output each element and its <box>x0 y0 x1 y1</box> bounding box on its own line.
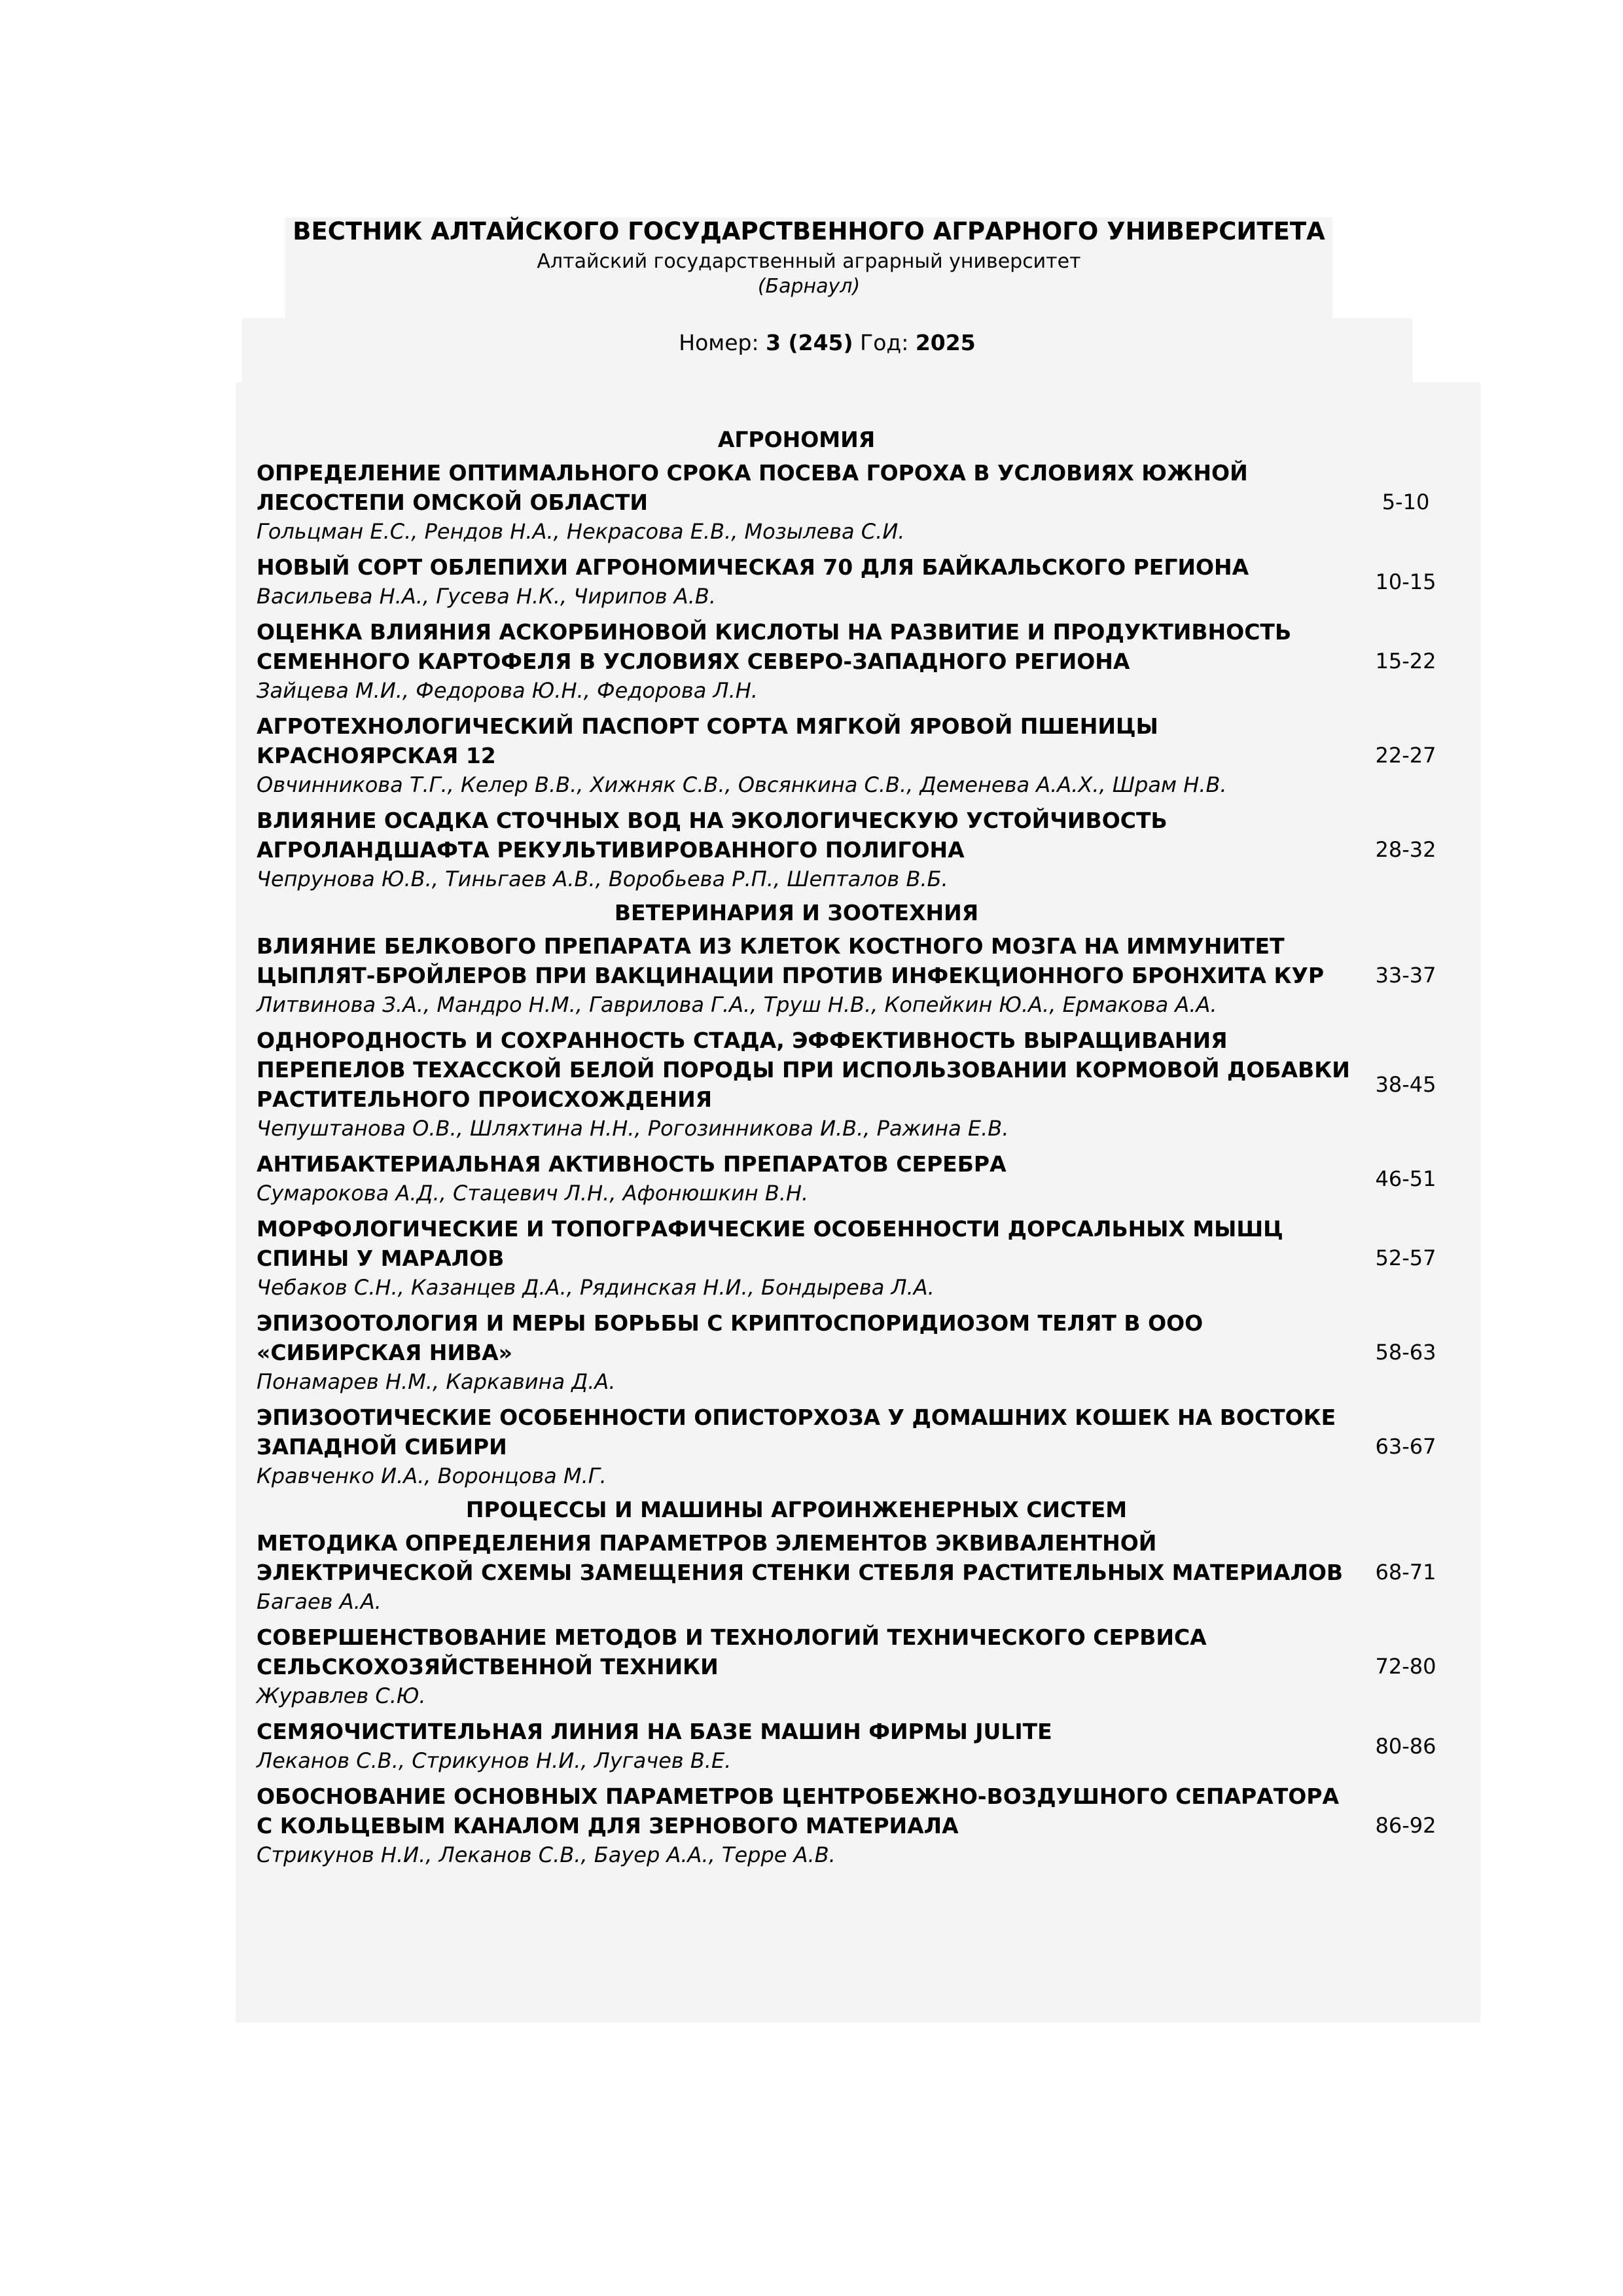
article-entry[interactable] <box>257 806 1454 893</box>
article-text <box>257 711 1357 799</box>
article-pages: 33-37 <box>1375 963 1436 988</box>
article-text <box>257 1782 1357 1869</box>
article-title[interactable]: МЕТОДИКА ОПРЕДЕЛЕНИЯ ПАРАМЕТРОВ ЭЛЕМЕНТОВ ЭКВИВАЛЕНТНОЙ ЭЛЕКТРИЧЕСКОЙ СХЕМЫ ЗАМЕЩЕНИЯ СТЕНКИ СТЕБЛЯ РАСТИТЕЛЬНЫХ МАТЕРИАЛОВ <box>257 1530 1344 1585</box>
article-text <box>257 458 1357 546</box>
article-authors: Овчинникова Т.Г., Келер В.В., Хижняк С.В., Овсянкина С.В., Деменева А.А.Х., Шрам Н.В. <box>257 772 1227 797</box>
article-authors: Гольцман Е.С., Рендов Н.А., Некрасова Е.В., Мозылева С.И. <box>257 519 905 544</box>
article-title[interactable]: АГРОТЕХНОЛОГИЧЕСКИЙ ПАСПОРТ СОРТА МЯГКОЙ ЯРОВОЙ ПШЕНИЦЫ КРАСНОЯРСКАЯ 12 <box>257 713 1158 768</box>
article-pages: 80-86 <box>1375 1733 1436 1759</box>
article-entry[interactable] <box>257 1623 1454 1710</box>
article-title[interactable]: СЕМЯОЧИСТИТЕЛЬНАЯ ЛИНИЯ НА БАЗЕ МАШИН ФИРМЫ JULITE <box>257 1719 1052 1744</box>
article-text <box>257 617 1357 705</box>
section-title: ПРОЦЕССЫ И МАШИНЫ АГРОИНЖЕНЕРНЫХ СИСТЕМ <box>465 1497 1128 1522</box>
article-title[interactable]: СОВЕРШЕНСТВОВАНИЕ МЕТОДОВ И ТЕХНОЛОГИЙ ТЕХНИЧЕСКОГО СЕРВИСА СЕЛЬСКОХОЗЯЙСТВЕННОЙ ТЕХНИКИ <box>257 1624 1207 1679</box>
journal-title: ВЕСТНИК АЛТАЙСКОГО ГОСУДАРСТВЕННОГО АГРАРНОГО УНИВЕРСИТЕТА <box>293 217 1325 245</box>
article-authors: Чепуштанова О.В., Шляхтина Н.Н., Рогозинникова И.В., Ражина Е.В. <box>257 1116 1009 1141</box>
issue-line <box>242 325 1412 361</box>
article-authors: Понамарев Н.М., Каркавина Д.А. <box>257 1369 616 1394</box>
article-authors: Чебаков С.Н., Казанцев Д.А., Рядинская Н.И., Бондырева Л.А. <box>257 1275 935 1300</box>
article-entry[interactable] <box>257 552 1454 611</box>
article-pages: 68-71 <box>1375 1560 1436 1585</box>
article-authors: Чепрунова Ю.В., Тиньгаев А.В., Воробьева Р.П., Шепталов В.Б. <box>257 867 948 891</box>
article-text <box>257 931 1357 1019</box>
article-entry[interactable] <box>257 1149 1454 1208</box>
article-pages: 22-27 <box>1375 743 1436 768</box>
article-pages: 46-51 <box>1375 1166 1436 1191</box>
article-text <box>257 1528 1357 1616</box>
article-authors: Кравченко И.А., Воронцова М.Г. <box>257 1463 607 1488</box>
article-title[interactable]: НОВЫЙ СОРТ ОБЛЕПИХИ АГРОНОМИЧЕСКАЯ 70 ДЛЯ БАЙКАЛЬСКОГО РЕГИОНА <box>257 554 1249 580</box>
issue-number: 3 (245) <box>766 330 853 355</box>
article-title[interactable]: АНТИБАКТЕРИАЛЬНАЯ АКТИВНОСТЬ ПРЕПАРАТОВ СЕРЕБРА <box>257 1151 1007 1177</box>
article-title[interactable]: ОБОСНОВАНИЕ ОСНОВНЫХ ПАРАМЕТРОВ ЦЕНТРОБЕЖНО-ВОЗДУШНОГО СЕПАРАТОРА С КОЛЬЦЕВЫМ КАНАЛОМ ДЛЯ ЗЕРНОВОГО МАТЕРИАЛА <box>257 1784 1340 1839</box>
article-pages: 15-22 <box>1375 649 1436 673</box>
article-pages: 86-92 <box>1375 1813 1436 1838</box>
year-label: Год: <box>860 330 909 355</box>
article-entry[interactable] <box>257 1026 1454 1143</box>
article-entry[interactable] <box>257 1528 1454 1616</box>
article-text <box>257 1403 1357 1490</box>
article-title[interactable]: ЭПИЗООТОЛОГИЯ И МЕРЫ БОРЬБЫ С КРИПТОСПОРИДИОЗОМ ТЕЛЯТ В ООО «СИБИРСКАЯ НИВА» <box>257 1310 1204 1365</box>
article-title[interactable]: ОДНОРОДНОСТЬ И СОХРАННОСТЬ СТАДА, ЭФФЕКТИВНОСТЬ ВЫРАЩИВАНИЯ ПЕРЕПЕЛОВ ТЕХАССКОЙ БЕЛОЙ ПОРОДЫ ПРИ ИСПОЛЬЗОВАНИИ КОРМОВОЙ ДОБАВКИ РАСТИТЕЛЬНОГО ПРОИСХОЖДЕНИЯ <box>257 1028 1350 1112</box>
article-pages: 63-67 <box>1375 1434 1436 1459</box>
article-entry[interactable] <box>257 1782 1454 1869</box>
article-authors: Леканов С.В., Стрикунов Н.И., Лугачев В.Е. <box>257 1748 732 1773</box>
article-text <box>257 1717 1357 1775</box>
section-title: АГРОНОМИЯ <box>717 427 876 452</box>
article-title[interactable]: ВЛИЯНИЕ БЕЛКОВОГО ПРЕПАРАТА ИЗ КЛЕТОК КОСТНОГО МОЗГА НА ИММУНИТЕТ ЦЫПЛЯТ-БРОЙЛЕРОВ ПРИ ВАКЦИНАЦИИ ПРОТИВ ИНФЕКЦИОННОГО БРОНХИТА КУР <box>257 933 1325 988</box>
article-pages: 28-32 <box>1375 837 1436 862</box>
article-entry[interactable] <box>257 1403 1454 1490</box>
publisher: Алтайский государственный аграрный университет <box>537 250 1081 273</box>
article-authors: Литвинова З.А., Мандро Н.М., Гаврилова Г.А., Труш Н.В., Копейкин Ю.А., Ермакова А.А. <box>257 992 1217 1017</box>
article-authors: Васильева Н.А., Гусева Н.К., Чирипов А.В. <box>257 584 716 609</box>
city: (Барнаул) <box>757 275 861 298</box>
article-title[interactable]: МОРФОЛОГИЧЕСКИЕ И ТОПОГРАФИЧЕСКИЕ ОСОБЕННОСТИ ДОРСАЛЬНЫХ МЫШЦ СПИНЫ У МАРАЛОВ <box>257 1216 1283 1271</box>
article-text <box>257 1149 1357 1208</box>
article-title[interactable]: ОЦЕНКА ВЛИЯНИЯ АСКОРБИНОВОЙ КИСЛОТЫ НА РАЗВИТИЕ И ПРОДУКТИВНОСТЬ СЕМЕННОГО КАРТОФЕЛЯ В УСЛОВИЯХ СЕВЕРО-ЗАПАДНОГО РЕГИОНА <box>257 619 1292 674</box>
article-text <box>257 1308 1357 1396</box>
article-pages: 58-63 <box>1375 1340 1436 1365</box>
article-authors: Стрикунов Н.И., Леканов С.В., Бауер А.А., Терре А.В. <box>257 1842 836 1867</box>
article-entry[interactable] <box>257 1308 1454 1396</box>
section-title: ВЕТЕРИНАРИЯ И ЗООТЕХНИЯ <box>614 900 979 925</box>
article-authors: Зайцева М.И., Федорова Ю.Н., Федорова Л.Н. <box>257 678 758 703</box>
article-title[interactable]: ВЛИЯНИЕ ОСАДКА СТОЧНЫХ ВОД НА ЭКОЛОГИЧЕСКУЮ УСТОЙЧИВОСТЬ АГРОЛАНДШАФТА РЕКУЛЬТИВИРОВАННОГО ПОЛИГОНА <box>257 808 1168 863</box>
article-entry[interactable] <box>257 1214 1454 1302</box>
article-authors: Сумарокова А.Д., Стацевич Л.Н., Афонюшкин В.Н. <box>257 1181 809 1206</box>
article-pages: 52-57 <box>1375 1246 1436 1270</box>
article-entry[interactable] <box>257 931 1454 1019</box>
article-pages: 38-45 <box>1375 1071 1436 1097</box>
article-entry[interactable] <box>257 1717 1454 1775</box>
article-text <box>257 1214 1357 1302</box>
article-title[interactable]: ЭПИЗООТИЧЕСКИЕ ОСОБЕННОСТИ ОПИСТОРХОЗА У ДОМАШНИХ КОШЕК НА ВОСТОКЕ ЗАПАДНОЙ СИБИРИ <box>257 1405 1336 1460</box>
article-text <box>257 1026 1357 1143</box>
issue-label: Номер: <box>679 330 759 355</box>
article-authors: Багаев А.А. <box>257 1589 382 1614</box>
article-pages: 5-10 <box>1382 490 1430 514</box>
article-entry[interactable] <box>257 458 1454 546</box>
article-text <box>257 552 1357 611</box>
article-pages: 10-15 <box>1375 569 1436 594</box>
year-value: 2025 <box>915 330 976 355</box>
article-title[interactable]: ОПРЕДЕЛЕНИЕ ОПТИМАЛЬНОГО СРОКА ПОСЕВА ГОРОХА В УСЛОВИЯХ ЮЖНОЙ ЛЕСОСТЕПИ ОМСКОЙ ОБЛАСТИ <box>257 460 1248 515</box>
article-authors: Журавлев С.Ю. <box>257 1683 426 1708</box>
article-text <box>257 806 1357 893</box>
article-text <box>257 1623 1357 1710</box>
article-entry[interactable] <box>257 711 1454 799</box>
table-of-contents <box>257 425 1454 1876</box>
article-entry[interactable] <box>257 617 1454 705</box>
article-pages: 72-80 <box>1375 1654 1436 1679</box>
